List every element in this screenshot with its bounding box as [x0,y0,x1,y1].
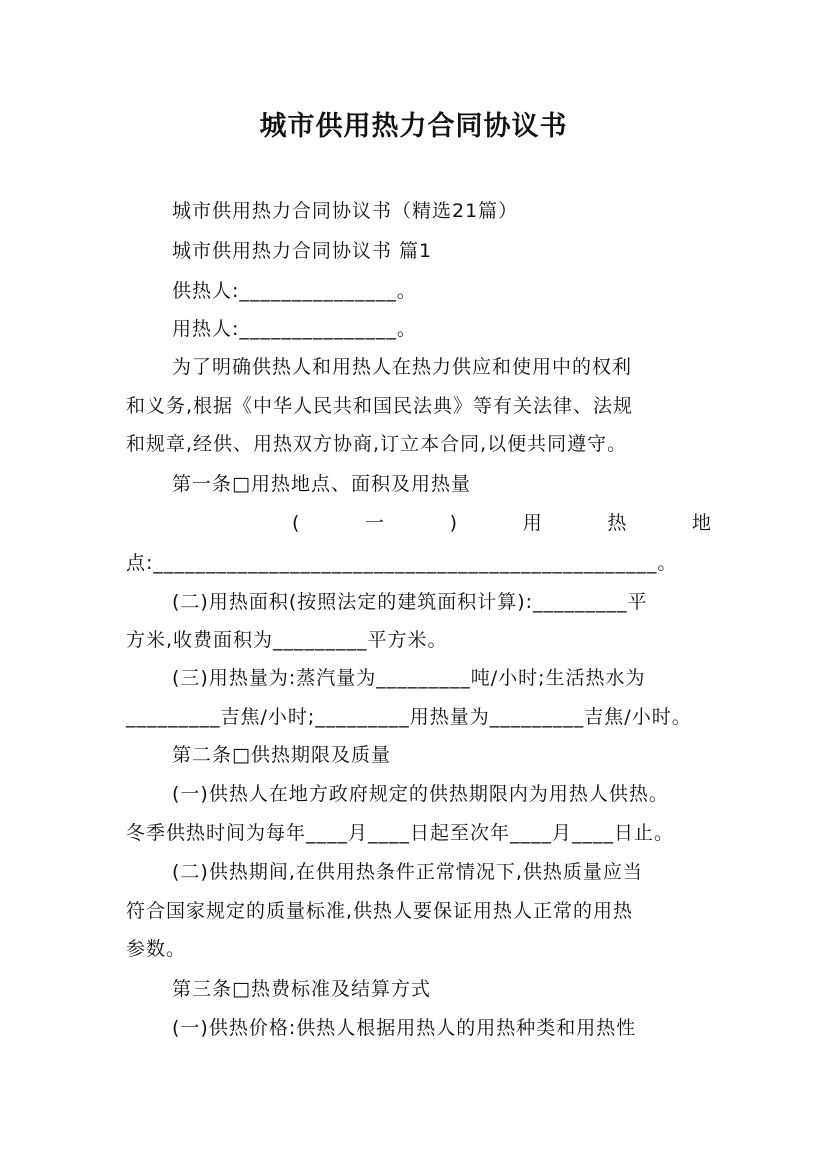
spread-char: 地 [691,512,712,534]
paragraph-line: 冬季供热时间为每年____月____日起至次年____月____日止。 [126,822,675,844]
paragraph-line: 和规章,经供、用热双方协商,订立本合同,以便共同遵守。 [126,433,628,455]
spread-char: 一 [365,512,386,534]
user-field: 用热人:_______________。 [172,318,417,340]
paragraph-line: (一)供热人在地方政府规定的供热期限内为用热人供热。 [172,783,669,805]
article-heading: 第二条□供热期限及质量 [172,744,391,766]
page-title: 城市供用热力合同协议书 [259,111,568,142]
article-heading: 第三条□热费标准及结算方式 [172,978,431,1000]
area-line: 方米,收费面积为_________平方米。 [126,629,448,651]
spread-line [292,512,712,534]
spread-char: ( [292,512,301,534]
subtitle-line: 城市供用热力合同协议书（精选21篇） [172,200,519,222]
paragraph-line: (一)供热价格:供热人根据用热人的用热种类和用热性 [172,1017,637,1039]
supplier-field: 供热人:_______________。 [172,280,417,302]
heat-amount-line: _________吉焦/小时;_________用热量为_________吉焦/小时。 [126,706,692,728]
paragraph-line: 和义务,根据《中华人民共和国民法典》等有关法律、法规 [126,395,634,417]
location-field: 点:________________________________________________。 [126,552,678,574]
paragraph-line: (二)供热期间,在供用热条件正常情况下,供热质量应当 [172,861,643,883]
paragraph-line: 参数。 [126,938,187,960]
section-heading: 城市供用热力合同协议书 篇1 [172,240,433,262]
spread-char: 用 [522,512,543,534]
paragraph-line: 为了明确供热人和用热人在热力供应和使用中的权利 [172,356,633,378]
article-heading: 第一条□用热地点、面积及用热量 [172,473,471,495]
spread-char: 热 [607,512,628,534]
area-line: (二)用热面积(按照法定的建筑面积计算):_________平 [172,591,648,613]
spread-char: ) [449,512,459,534]
heat-amount-line: (三)用热量为:蒸汽量为_________吨/小时;生活热水为 [172,667,646,689]
paragraph-line: 符合国家规定的质量标准,供热人要保证用热人正常的用热 [126,900,634,922]
